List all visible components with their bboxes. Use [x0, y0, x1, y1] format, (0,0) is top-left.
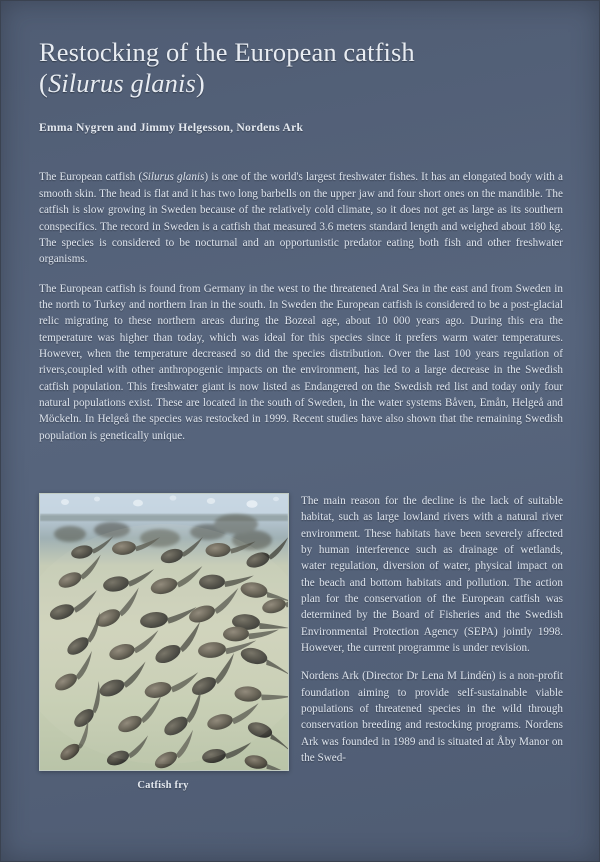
- title-open-paren: (: [39, 67, 48, 98]
- author-byline: Emma Nygren and Jimmy Helgesson, Nordens Ark: [39, 121, 304, 135]
- title-species-name: Silurus glanis: [47, 67, 196, 98]
- figure-and-column-region: [39, 493, 563, 791]
- catfish-fry-illustration: [40, 494, 288, 770]
- title-close-paren: ): [195, 67, 205, 98]
- paragraph-2: The European catfish is found from Germany in the west to the threatened Aral Sea in the east and from Sweden in the north to Turkey and northern Iran in the south. In Sweden the European catfish is considered to be a post-glacial relic migrating to these northern areas during the Bozeal age, about 10 000 years ago. During this era the temperature was higher than today, which was ideal for this species since it prefers warm water temperatures. However, when the temperature decreased so did the species distribution. Over the last 100 years regulation of rivers,coupled with other anthropogenic impacts on the environment, has led to a large decrease in the Swedish catfish population. This freshwater giant is now listed as Endangered on the Swedish red list and today only four natural populations exist. These are located in the south of Sweden, in the water systems Båven, Emån, Helgeå and Möckeln. In Helgeå the species was restocked in 1999. Recent studies have also shown that the remaining Swedish population is genetically unique.: [39, 282, 563, 442]
- right-text-column: [287, 493, 563, 791]
- paragraph-1: [39, 169, 563, 267]
- paragraph-4: Nordens Ark (Director Dr Lena M Lindén) is a non-profit foundation aiming to provide self-sustainable viable populations of threatened species in the wild through conservation breeding and restocking programs. Nordens Ark was founded in 1989 and is situated at Åby Manor on the Swed-: [301, 670, 563, 765]
- title-line-main: Restocking of the European catfish: [39, 37, 415, 67]
- page-title: [39, 37, 563, 98]
- figure-column: [39, 493, 287, 791]
- catfish-fry-photo: [39, 493, 289, 771]
- paragraph-1-text-before-species: The European catfish (: [39, 171, 143, 184]
- paragraph-1-species-name: Silurus glanis: [142, 171, 205, 184]
- paragraph-3: The main reason for the decline is the lack of suitable habitat, such as large lowland rivers with a natural river environment. These habitats have been severely affected by human interference such as drainage of wetlands, water regulation, diversion of water, physical impact on the beach and bottom habitats and pollution. The action plan for the conservation of the European catfish was determined by the Board of Fisheries and the Swedish Environmental Protection Agency (SEPA) jointly 1998. However, the current programme is under revision.: [301, 495, 563, 655]
- document-header-and-body: [39, 37, 563, 444]
- body-text-full-width: [39, 169, 563, 444]
- paragraph-1-text-after-species: ) is one of the world's largest freshwater fishes. It has an elongated body with a smooth skin. The head is flat and it has two long barbells on the upper jaw and four short ones on the mandible. The catfish is slow growing in Sweden because of the relatively cold climate, so it does not get as large as its southern conspecifics. The record in Sweden is a catfish that measured 3.6 meters standard length and weighed about 180 kg. The species is considered to be nocturnal and an opportunistic predator eating both fish and other freshwater organisms.: [39, 171, 563, 266]
- figure-caption: Catfish fry: [137, 780, 189, 791]
